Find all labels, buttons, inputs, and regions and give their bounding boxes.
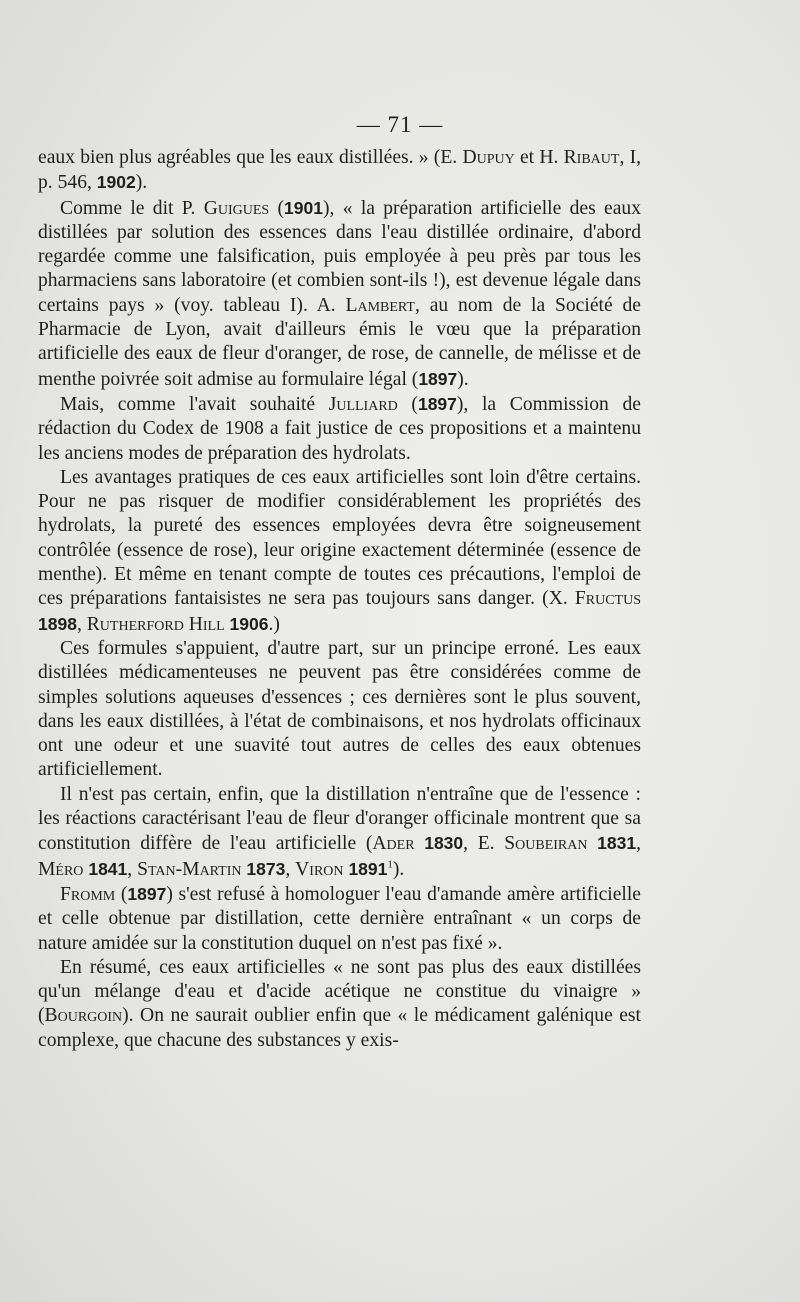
citation-year: 1873	[246, 858, 286, 879]
body-text	[38, 146, 641, 1053]
author-name: Fructus	[574, 588, 641, 610]
citation-year: 1831	[597, 833, 637, 854]
citation-year: 1897	[418, 368, 458, 389]
author-name: Stan-Martin	[137, 858, 242, 880]
paragraph: Mais, comme l'avait souhaité Julliard (1897), la Commission de rédaction du Codex de 1908 a fait justice de ces propositions et a maintenu les anciens modes de préparation des hydrolats.	[38, 393, 641, 464]
paragraph: Il n'est pas certain, enfin, que la distillation n'entraîne que de l'essence : les réactions caractérisant l'eau de fleur d'oranger officinale montrent que sa constitution diffère de l'eau artificielle (Ader 1830, E. Soubeiran 1831, Méro 1841, Stan-Martin 1873, Viron 1891$^1$).	[38, 783, 641, 880]
citation-year: 1841	[88, 858, 128, 879]
paragraph: Les avantages pratiques de ces eaux artificielles sont loin d'être certains. Pour ne pas risquer de modifier considérablement les propriétés des hydrolats, la pureté des essences employées devra être soigneusement contrôlée (essence de rose), leur origine exactement déterminée (essence de menthe). Et même en tenant compte de toutes ces précautions, l'emploi de ces préparations fantaisistes ne sera pas toujours sans danger. (X. Fructus 1898, Rutherford Hill 1906.)	[38, 466, 641, 635]
author-name: Guigues	[203, 197, 270, 219]
citation-year: 1906	[229, 613, 269, 634]
citation-year: 1902	[96, 172, 136, 193]
citation-year: 1830	[424, 833, 464, 854]
paragraph: eaux bien plus agréables que les eaux distillées. » (E. Dupuy et H. Ribaut, I, p. 546, 1902).	[38, 147, 641, 194]
paragraph: Comme le dit P. Guigues (1901), « la préparation artificielle des eaux distillées par solution des essences dans l'eau distillée ordinaire, d'abord regardée comme une falsification, puis employée à peu près par tous les pharmaciens sans laboratoire (et combien sont-ils !), est devenue légale dans certains pays » (voy. tableau I). A. Lambert, au nom de la Société de Pharmacie de Lyon, avait d'ailleurs émis le vœu que la préparation artificielle des eaux de fleur d'oranger, de rose, de cannelle, de mélisse et de menthe poivrée soit admise au formulaire légal (1897).	[38, 197, 641, 390]
author-name: Méro	[38, 858, 84, 880]
paragraph: Ces formules s'appuient, d'autre part, sur un principe erroné. Les eaux distillées médicamenteuses ne peuvent pas être considérées comme de simples solutions aqueuses d'essences ; ces dernières sont le plus souvent, dans les eaux distillées, à l'état de combinaisons, et nos hydrolats officinaux ont une odeur et une suavité tout autres de celles des eaux obtenues artificiellement.	[38, 637, 641, 781]
citation-year: 1897	[127, 883, 167, 904]
author-name: Ader	[372, 833, 415, 855]
citation-year: 1898	[38, 613, 77, 634]
author-name: Julliard	[328, 393, 398, 415]
citation-year: 1891	[348, 858, 388, 879]
author-name: Ribaut	[563, 147, 620, 168]
citation-year: 1901	[284, 197, 323, 218]
author-name: Soubeiran	[504, 833, 588, 855]
paragraph: Fromm (1897) s'est refusé à homologuer l'eau d'amande amère artificielle et celle obtenue par distillation, cette dernière entraînant « un corps de nature amidée sur la constitution duquel on n'est pas fixé ».	[38, 883, 641, 954]
author-name: Viron	[295, 858, 344, 880]
author-name: Rutherford Hill	[86, 613, 225, 635]
footnote-mark: 1	[387, 858, 393, 871]
author-name: Bourgoin	[44, 1005, 123, 1027]
author-name: Lambert	[345, 294, 415, 316]
author-name: Dupuy	[462, 147, 515, 168]
author-name: Fromm	[60, 883, 116, 905]
page-number: — 71 —	[356, 112, 444, 137]
paragraph: En résumé, ces eaux artificielles « ne sont pas plus des eaux distillées qu'un mélange d'eau et d'acide acétique ne constitue du vinaigre » (Bourgoin). On ne saurait oublier enfin que « le médicament galénique est complexe, que chacune des substances y exis-	[38, 956, 641, 1051]
citation-year: 1897	[417, 393, 457, 414]
